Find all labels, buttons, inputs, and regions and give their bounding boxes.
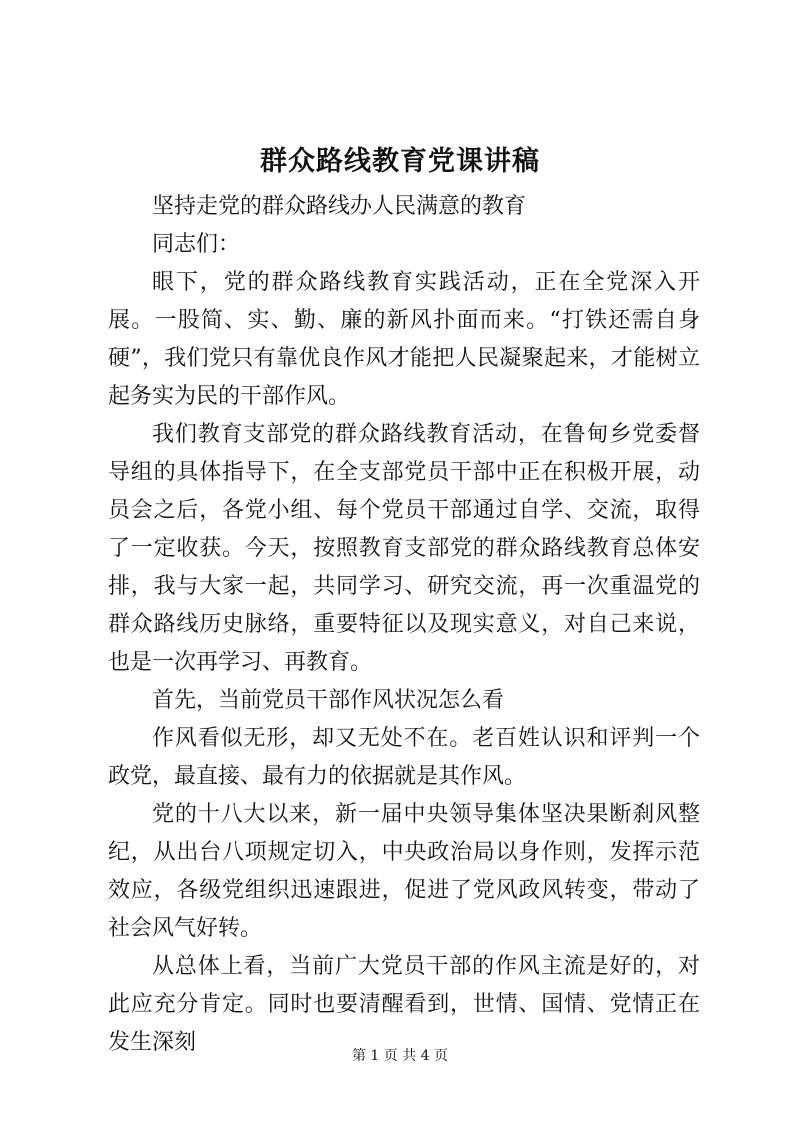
subtitle-paragraph: 坚持走党的群众路线办人民满意的教育 [152,194,527,219]
document-title: 群众路线教育党课讲稿 [260,146,540,177]
body-paragraph: 党的十八大以来，新一届中央领导集体坚决果断刹风整纪，从出台八项规定切入，中央政治局以身作则，发挥示范效应，各级党组织迅速跟进，促进了党风政风转变，带动了社会风气好转。 [108,802,700,941]
salutation-paragraph: 同志们： [152,232,241,257]
body-paragraph: 我们教育支部党的群众路线教育活动，在鲁甸乡党委督导组的具体指导下，在全支部党员干部中正在积极开展，动员会之后，各党小组、每个党员干部通过自学、交流，取得了一定收获。今天，按照教育支部党的群众路线教育总体安排，我与大家一起，共同学习、研究交流，再一次重温党的群众路线历史脉络，重要特征以及现实意义，对自己来说，也是一次再学习、再教育。 [108,422,700,675]
document-body [108,188,700,1062]
page-number-footer: 第 1 页 共 4 页 [351,1048,449,1064]
body-paragraph: 眼下，党的群众路线教育实践活动，正在全党深入开展。一股简、实、勤、廉的新风扑面而来。“打铁还需自身硬”，我们党只有靠优良作风才能把人民凝聚起来，才能树立起务实为民的干部作风。 [108,270,700,409]
body-paragraph: 从总体上看，当前广大党员干部的作风主流是好的，对此应充分肯定。同时也要清醒看到，世情、国情、党情正在发生深刻 [108,954,700,1055]
section-heading: 首先，当前党员干部作风状况怎么看 [152,688,505,713]
body-paragraph: 作风看似无形，却又无处不在。老百姓认识和评判一个政党，最直接、最有力的依据就是其作风。 [108,726,700,789]
